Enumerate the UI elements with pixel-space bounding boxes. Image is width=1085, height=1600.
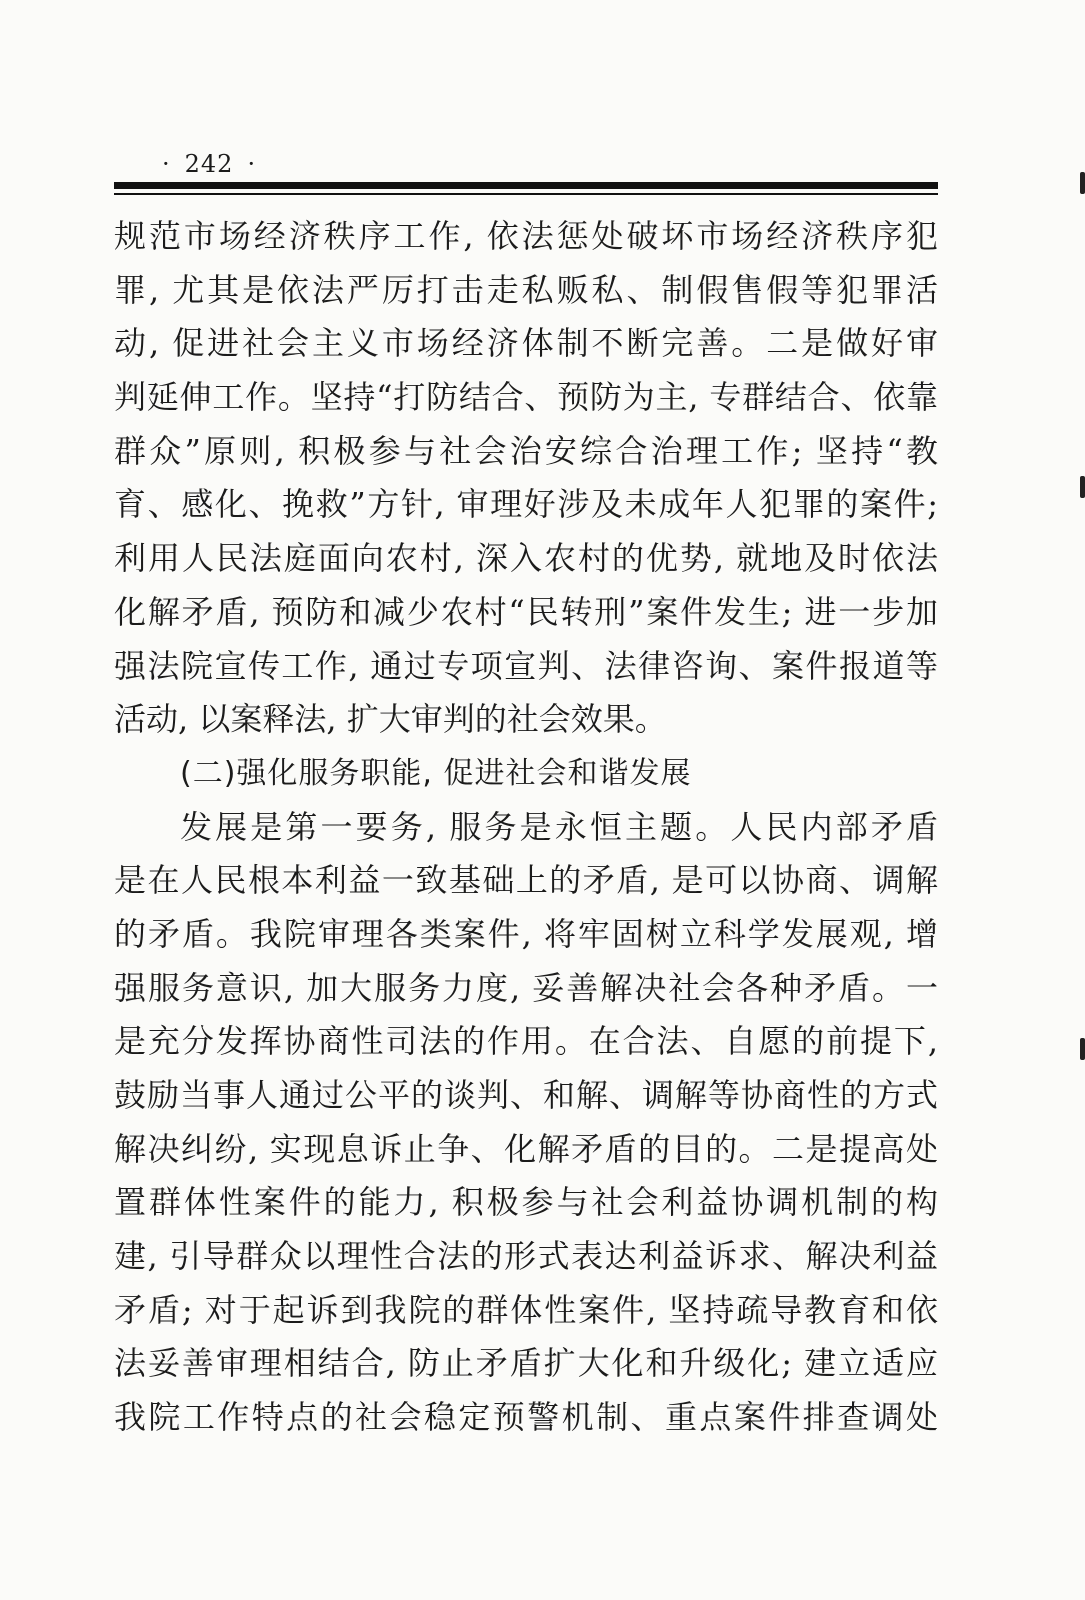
page-header bbox=[148, 150, 270, 178]
text-line: 强服务意识, 加大服务力度, 妥善解决社会各种矛盾。一 bbox=[114, 968, 938, 1007]
text-line: 的矛盾。我院审理各类案件, 将牢固树立科学发展观, 增 bbox=[114, 914, 938, 953]
text-line: 群众”原则, 积极参与社会治安综合治理工作; 坚持“教 bbox=[114, 431, 938, 470]
scan-edge-mark bbox=[1080, 172, 1085, 194]
text-line: 罪, 尤其是依法严厉打击走私贩私、制假售假等犯罪活 bbox=[114, 270, 938, 309]
text-line: 判延伸工作。坚持“打防结合、预防为主, 专群结合、依靠 bbox=[114, 378, 938, 417]
scan-edge-mark bbox=[1080, 476, 1085, 498]
text-line: 矛盾; 对于起诉到我院的群体性案件, 坚持疏导教育和依 bbox=[114, 1290, 938, 1329]
text-line: 育、感化、挽救”方针, 审理好涉及未成年人犯罪的案件; bbox=[114, 485, 938, 524]
text-line: 是充分发挥协商性司法的作用。在合法、自愿的前提下, bbox=[114, 1022, 938, 1061]
text-line: 我院工作特点的社会稳定预警机制、重点案件排查调处 bbox=[114, 1398, 938, 1437]
header-rule-thin bbox=[114, 193, 938, 195]
text-line: 置群体性案件的能力, 积极参与社会利益协调机制的构 bbox=[114, 1183, 938, 1222]
text-line: 利用人民法庭面向农村, 深入农村的优势, 就地及时依法 bbox=[114, 539, 938, 578]
page-number: 242 bbox=[184, 150, 234, 178]
text-line: 规范市场经济秩序工作, 依法惩处破坏市场经济秩序犯 bbox=[114, 217, 938, 255]
scan-edge-mark bbox=[1080, 1038, 1085, 1060]
text-line: 化解矛盾, 预防和减少农村“民转刑”案件发生; 进一步加 bbox=[114, 592, 938, 631]
header-rule-thick bbox=[114, 182, 938, 189]
text-line: 法妥善审理相结合, 防止矛盾扩大化和升级化; 建立适应 bbox=[114, 1344, 938, 1383]
text-line: 强法院宣传工作, 通过专项宣判、法律咨询、案件报道等 bbox=[114, 646, 938, 685]
text-line: 动, 促进社会主义市场经济体制不断完善。二是做好审 bbox=[114, 324, 938, 363]
page-body bbox=[114, 210, 938, 1445]
text-line: 建, 引导群众以理性合法的形式表达利益诉求、解决利益 bbox=[114, 1237, 938, 1276]
section-heading: (二)强化服务职能, 促进社会和谐发展 bbox=[180, 755, 692, 791]
header-dot-left: · bbox=[162, 150, 171, 178]
text-line: 发展是第一要务, 服务是永恒主题。人民内部矛盾 bbox=[180, 807, 938, 846]
text-line: 解决纠纷, 实现息诉止争、化解矛盾的目的。二是提高处 bbox=[114, 1129, 938, 1168]
text-line: 活动, 以案释法, 扩大审判的社会效果。 bbox=[114, 700, 667, 739]
text-line: 是在人民根本利益一致基础上的矛盾, 是可以协商、调解 bbox=[114, 861, 938, 900]
header-dot-right: · bbox=[247, 150, 257, 178]
text-line: 鼓励当事人通过公平的谈判、和解、调解等协商性的方式 bbox=[114, 1076, 938, 1114]
